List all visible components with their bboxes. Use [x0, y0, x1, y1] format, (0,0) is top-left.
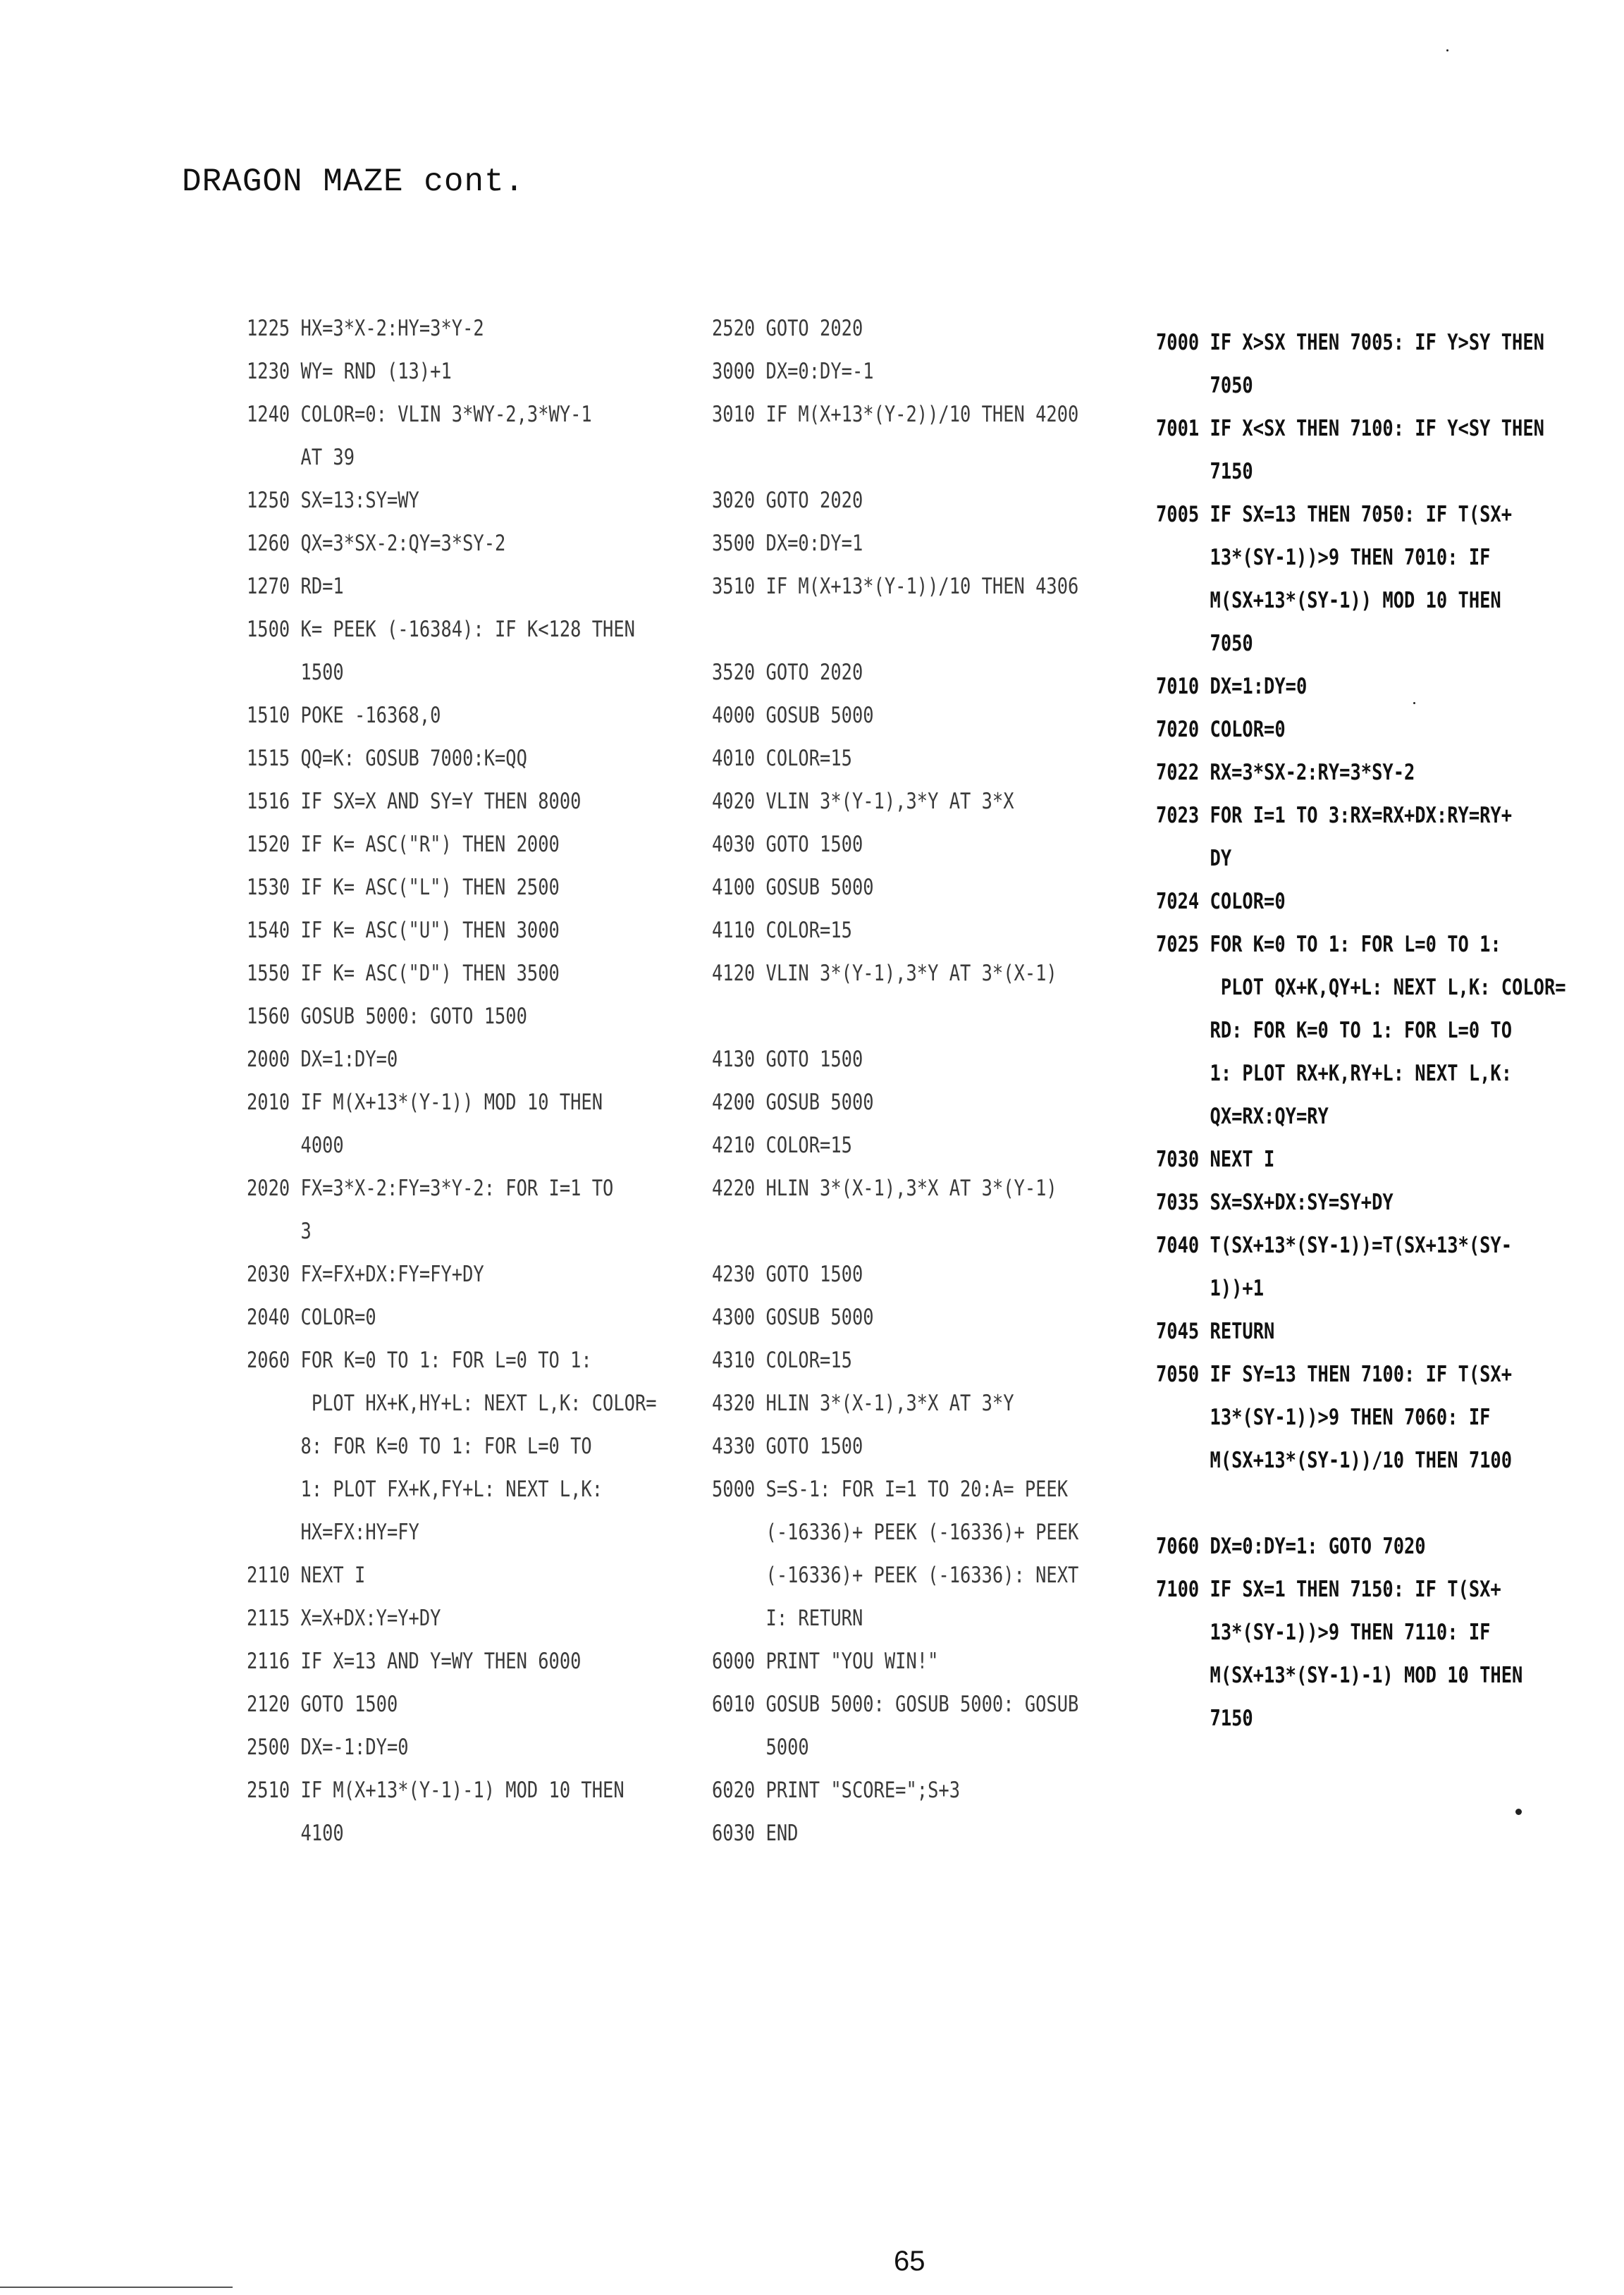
code-line: M(SX+13*(SY-1)-1) MOD 10 THEN	[1156, 1663, 1523, 1688]
code-line: 1: PLOT FX+K,FY+L: NEXT L,K:	[247, 1477, 603, 1502]
code-line: 7030 NEXT I	[1156, 1147, 1275, 1172]
code-line: 1520 IF K= ASC("R") THEN 2000	[247, 832, 560, 857]
code-line: (-16336)+ PEEK (-16336)+ PEEK	[712, 1520, 1079, 1545]
code-line: 1260 QX=3*SX-2:QY=3*SY-2	[247, 531, 506, 556]
code-line: 7040 T(SX+13*(SY-1))=T(SX+13*(SY-	[1156, 1233, 1513, 1258]
code-line: 1510 POKE -16368,0	[247, 703, 441, 728]
code-line: 7022 RX=3*SX-2:RY=3*SY-2	[1156, 760, 1415, 785]
code-line: 1540 IF K= ASC("U") THEN 3000	[247, 918, 560, 943]
code-line: 4230 GOTO 1500	[712, 1262, 863, 1287]
code-line: 7001 IF X<SX THEN 7100: IF Y<SY THEN	[1156, 416, 1544, 441]
code-line: 4000 GOSUB 5000	[712, 703, 874, 728]
code-line: 2060 FOR K=0 TO 1: FOR L=0 TO 1:	[247, 1348, 592, 1373]
code-line: 3	[247, 1219, 312, 1244]
code-line: 2520 GOTO 2020	[712, 316, 863, 341]
code-line: PLOT QX+K,QY+L: NEXT L,K: COLOR=	[1156, 975, 1566, 1000]
code-line: 7050 IF SY=13 THEN 7100: IF T(SX+	[1156, 1362, 1513, 1387]
code-line: 4320 HLIN 3*(X-1),3*X AT 3*Y	[712, 1391, 1014, 1416]
code-line: 1225 HX=3*X-2:HY=3*Y-2	[247, 316, 484, 341]
code-line: 4200 GOSUB 5000	[712, 1090, 874, 1115]
code-line: 4110 COLOR=15	[712, 918, 852, 943]
code-line: PLOT HX+K,HY+L: NEXT L,K: COLOR=	[247, 1391, 657, 1416]
code-line: 7060 DX=0:DY=1: GOTO 7020	[1156, 1534, 1426, 1559]
code-line: 7150	[1156, 459, 1253, 484]
code-line: 6020 PRINT "SCORE=";S+3	[712, 1778, 960, 1803]
code-line: 7005 IF SX=13 THEN 7050: IF T(SX+	[1156, 502, 1513, 527]
code-line: 2000 DX=1:DY=0	[247, 1047, 398, 1072]
code-line: 2030 FX=FX+DX:FY=FY+DY	[247, 1262, 484, 1287]
code-line: 1530 IF K= ASC("L") THEN 2500	[247, 875, 560, 900]
code-line: 4130 GOTO 1500	[712, 1047, 863, 1072]
code-line: 2500 DX=-1:DY=0	[247, 1735, 409, 1760]
code-line: 2040 COLOR=0	[247, 1305, 376, 1330]
code-line: 7035 SX=SX+DX:SY=SY+DY	[1156, 1190, 1394, 1215]
code-line: 13*(SY-1))>9 THEN 7010: IF	[1156, 545, 1491, 570]
code-line: 4300 GOSUB 5000	[712, 1305, 874, 1330]
code-column-3	[1156, 321, 1566, 1740]
code-line: 2115 X=X+DX:Y=Y+DY	[247, 1606, 441, 1631]
scan-speck	[1413, 702, 1415, 704]
blank-line	[1156, 1482, 1566, 1525]
code-line: M(SX+13*(SY-1)) MOD 10 THEN	[1156, 588, 1501, 613]
code-line: AT 39	[247, 445, 355, 470]
code-line: 7050	[1156, 631, 1253, 656]
code-line: 3510 IF M(X+13*(Y-1))/10 THEN 4306	[712, 574, 1079, 599]
scan-speck	[1446, 49, 1448, 51]
code-line: 2510 IF M(X+13*(Y-1)-1) MOD 10 THEN	[247, 1778, 625, 1803]
code-line: 7045 RETURN	[1156, 1319, 1275, 1344]
code-line: 7024 COLOR=0	[1156, 889, 1286, 914]
blank-line	[712, 1210, 1078, 1253]
code-line: 4100 GOSUB 5000	[712, 875, 874, 900]
code-line: 5000	[712, 1735, 809, 1760]
code-column-1	[247, 307, 657, 1855]
code-line: 4210 COLOR=15	[712, 1133, 852, 1158]
footer-rule	[0, 2287, 233, 2288]
code-line: 1516 IF SX=X AND SY=Y THEN 8000	[247, 789, 582, 814]
code-line: 4000	[247, 1133, 344, 1158]
code-line: 5000 S=S-1: FOR I=1 TO 20:A= PEEK	[712, 1477, 1069, 1502]
code-line: 7025 FOR K=0 TO 1: FOR L=0 TO 1:	[1156, 932, 1501, 957]
code-line: RD: FOR K=0 TO 1: FOR L=0 TO	[1156, 1018, 1513, 1043]
code-line: 3000 DX=0:DY=-1	[712, 359, 874, 384]
blank-line	[712, 436, 1078, 479]
code-line: (-16336)+ PEEK (-16336): NEXT	[712, 1563, 1079, 1588]
code-line: 1500	[247, 660, 344, 685]
code-line: 8: FOR K=0 TO 1: FOR L=0 TO	[247, 1434, 592, 1459]
code-line: M(SX+13*(SY-1))/10 THEN 7100	[1156, 1448, 1513, 1473]
code-line: 2010 IF M(X+13*(Y-1)) MOD 10 THEN	[247, 1090, 603, 1115]
code-line: 7050	[1156, 373, 1253, 398]
code-line: 3020 GOTO 2020	[712, 488, 863, 513]
code-line: 6030 END	[712, 1821, 799, 1846]
code-line: 6010 GOSUB 5000: GOSUB 5000: GOSUB	[712, 1692, 1079, 1717]
code-line: 1500 K= PEEK (-16384): IF K<128 THEN	[247, 617, 635, 642]
code-line: 3010 IF M(X+13*(Y-2))/10 THEN 4200	[712, 402, 1079, 427]
code-line: 3500 DX=0:DY=1	[712, 531, 863, 556]
code-line: HX=FX:HY=FY	[247, 1520, 419, 1545]
code-line: 1250 SX=13:SY=WY	[247, 488, 419, 513]
code-line: 4020 VLIN 3*(Y-1),3*Y AT 3*X	[712, 789, 1014, 814]
code-line: 2120 GOTO 1500	[247, 1692, 398, 1717]
page-number: 65	[894, 2246, 925, 2277]
code-line: 7023 FOR I=1 TO 3:RX=RX+DX:RY=RY+	[1156, 803, 1513, 828]
code-line: 13*(SY-1))>9 THEN 7110: IF	[1156, 1620, 1491, 1645]
code-line: 4100	[247, 1821, 344, 1846]
code-line: DY	[1156, 846, 1232, 871]
code-line: 1: PLOT RX+K,RY+L: NEXT L,K:	[1156, 1061, 1513, 1086]
code-line: 7020 COLOR=0	[1156, 717, 1286, 742]
code-column-2	[712, 307, 1078, 1855]
blank-line	[712, 608, 1078, 651]
code-line: 4330 GOTO 1500	[712, 1434, 863, 1459]
code-line: 4310 COLOR=15	[712, 1348, 852, 1373]
blank-line	[712, 995, 1078, 1038]
code-line: 6000 PRINT "YOU WIN!"	[712, 1649, 939, 1674]
code-line: 7150	[1156, 1706, 1253, 1731]
code-line: 1550 IF K= ASC("D") THEN 3500	[247, 961, 560, 986]
code-line: 1270 RD=1	[247, 574, 344, 599]
code-line: 2110 NEXT I	[247, 1563, 366, 1588]
scan-speck	[1515, 1809, 1522, 1815]
code-line: 2116 IF X=13 AND Y=WY THEN 6000	[247, 1649, 582, 1674]
code-line: I: RETURN	[712, 1606, 863, 1631]
code-line: 2020 FX=3*X-2:FY=3*Y-2: FOR I=1 TO	[247, 1176, 614, 1201]
code-line: 1240 COLOR=0: VLIN 3*WY-2,3*WY-1	[247, 402, 592, 427]
code-line: 4220 HLIN 3*(X-1),3*X AT 3*(Y-1)	[712, 1176, 1057, 1201]
code-line: 1515 QQ=K: GOSUB 7000:K=QQ	[247, 746, 527, 771]
code-line: 7100 IF SX=1 THEN 7150: IF T(SX+	[1156, 1577, 1501, 1602]
code-line: 7000 IF X>SX THEN 7005: IF Y>SY THEN	[1156, 330, 1544, 355]
code-line: 1230 WY= RND (13)+1	[247, 359, 452, 384]
code-line: 13*(SY-1))>9 THEN 7060: IF	[1156, 1405, 1491, 1430]
code-line: 4010 COLOR=15	[712, 746, 852, 771]
code-line: 3520 GOTO 2020	[712, 660, 863, 685]
code-line: 4120 VLIN 3*(Y-1),3*Y AT 3*(X-1)	[712, 961, 1057, 986]
code-line: 7010 DX=1:DY=0	[1156, 674, 1308, 699]
code-line: 1))+1	[1156, 1276, 1265, 1301]
page-title: DRAGON MAZE cont.	[182, 164, 525, 200]
code-line: 4030 GOTO 1500	[712, 832, 863, 857]
code-line: 1560 GOSUB 5000: GOTO 1500	[247, 1004, 527, 1029]
code-line: QX=RX:QY=RY	[1156, 1104, 1329, 1129]
